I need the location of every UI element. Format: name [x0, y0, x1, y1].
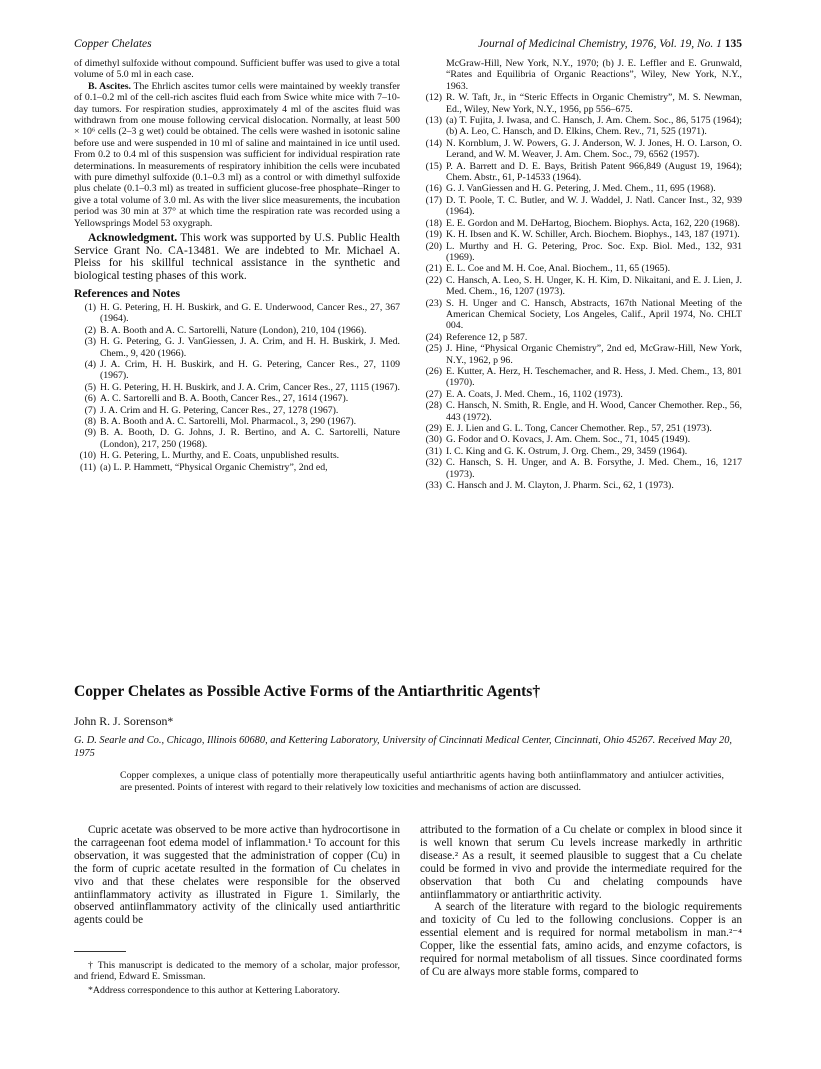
body-paragraph: A search of the literature with regard to the biologic requirements and toxicity of Cu led to the following conclusions. Copper is an essential element and is required for normal metabolism in man.²⁻⁴ Copper, like the essential fats, amino acids, and enzyme cofactors, is required for normal metabolism of all tissues. Since coordinated forms of Cu are always more stable forms, compared to [420, 901, 742, 978]
reference-number: (17) [425, 194, 442, 206]
reference-text: B. A. Booth, D. G. Johns, J. R. Bertino, and A. C. Sartorelli, Nature (London), 217, 250 (1968). [100, 427, 400, 450]
body-paragraph: Cupric acetate was observed to be more active than hydrocortisone in the carrageenan foot edema model of inflammation.¹ To account for this observation, it was suggested that the administration of copper (Cu) in the form of cupric acetate resulted in the formation of Cu chelates in vivo and that these chelates were responsible for the observed antiinflammatory activity as illustrated in Figure 1. Similarly, the observed antiinflammatory activity of the clinically used antiarthritic agents could be [74, 824, 400, 927]
footnote-rule [74, 951, 126, 952]
reference-number: (29) [425, 423, 442, 434]
acknowledgment-heading: Acknowledgment. [88, 231, 178, 245]
reference-item [420, 183, 742, 194]
ascites-text: The Ehrlich ascites tumor cells were maintained by weekly transfer of 0.1–0.2 ml of the cell-rich ascites fluid each from Swice white mice with 7–10-day tumors. For respiration studies, approximately 4 ml of the ascites fluid was withdrawn from one mouse following cervical dislocation. Normally, at least 500 × 10⁶ cells (2–3 g wet) could be obtained. The cells were washed in isotonic saline before use and were suspended in 10 ml of saline and maintained in ice until used. From 0.2 to 0.4 ml of this suspension was sufficient for individual respiration rate determinations. In measurements of respiratory inhibition the cells were incubated with pure dimethyl sulfoxide (0.1–0.3 ml) as a control or with dimethyl sulfoxide plus chelate (0.1–0.3 ml) as treated in sufficient glucose-free phosphate–Ringer to give a total volume of 3.0 ml. As with the liver slice measurements, the incubation period was 30 min at 37° at which time the respiration rate was recorded using a Yellowsprings Model 53 oxygraph. [74, 80, 400, 229]
journal-citation: Journal of Medicinal Chemistry, 1976, Vol. 19, No. 1 [478, 38, 722, 50]
reference-text: S. H. Unger and C. Hansch, Abstracts, 167th National Meeting of the American Chemical Society, Los Angeles, Calif., April 1974, No. CHLT 004. [446, 297, 742, 332]
reference-number: (24) [425, 331, 442, 343]
footnotes [74, 960, 400, 996]
reference-item [420, 457, 742, 480]
reference-item [420, 195, 742, 218]
reference-text: E. L. Coe and M. H. Coe, Anal. Biochem., 11, 65 (1965). [446, 263, 671, 275]
reference-item [420, 434, 742, 445]
reference-number: (26) [425, 365, 442, 377]
reference-number: (23) [425, 297, 442, 309]
reference-number: (6) [84, 393, 96, 405]
references-list-right [420, 92, 742, 491]
reference-number: (14) [425, 137, 442, 149]
reference-item [420, 161, 742, 184]
ascites-heading: B. Ascites. [88, 80, 131, 92]
reference-text: K. H. Ibsen and K. W. Schiller, Arch. Biochem. Biophys., 143, 187 (1971). [446, 229, 740, 241]
ascites-paragraph [74, 81, 400, 229]
references-list-left [74, 302, 400, 473]
reference-number: (30) [425, 434, 442, 446]
reference-number: (1) [84, 301, 96, 313]
article-affiliation: G. D. Searle and Co., Chicago, Illinois 60680, and Kettering Laboratory, University of Cincinnati Medical Center, Cincinnati, Ohio 45267. Received May 20, 1975 [74, 735, 732, 759]
reference-text: J. Hine, “Physical Organic Chemistry”, 2nd ed, McGraw-Hill, New York, N.Y., 1962, p 96. [446, 343, 742, 366]
footnote-correspondence: *Address correspondence to this author at Kettering Laboratory. [88, 984, 340, 996]
reference-number: (12) [425, 92, 442, 104]
reference-text: H. G. Petering, H. H. Buskirk, and J. A. Crim, Cancer Res., 27, 1115 (1967). [100, 381, 400, 393]
running-header-right [446, 38, 742, 50]
reference-text: I. C. King and G. K. Ostrum, J. Org. Chem., 29, 3459 (1964). [446, 445, 688, 457]
reference-number: (15) [425, 160, 442, 172]
reference-number: (33) [425, 480, 442, 492]
reference-item [420, 389, 742, 400]
reference-text: L. Murthy and H. G. Petering, Proc. Soc. Exp. Biol. Med., 132, 931 (1969). [446, 240, 742, 263]
footnote-dedication: † This manuscript is dedicated to the memory of a scholar, major professor, and friend, Edward E. Smissman. [74, 960, 400, 983]
reference-number: (3) [84, 336, 96, 348]
reference-text: A. C. Sartorelli and B. A. Booth, Cancer Res., 27, 1614 (1967). [100, 393, 349, 405]
reference-text: J. A. Crim and H. G. Petering, Cancer Res., 27, 1278 (1967). [100, 404, 339, 416]
reference-text: G. Fodor and O. Kovacs, J. Am. Chem. Soc., 71, 1045 (1949). [446, 434, 691, 446]
reference-number: (2) [84, 324, 96, 336]
reference-item [74, 359, 400, 382]
reference-text: (a) L. P. Hammett, “Physical Organic Chemistry”, 2nd ed, [100, 461, 328, 473]
reference-text: E. A. Coats, J. Med. Chem., 16, 1102 (1973). [446, 388, 623, 400]
reference-item [74, 427, 400, 450]
reference-item [420, 138, 742, 161]
reference-text: R. W. Taft, Jr., in “Steric Effects in Organic Chemistry”, M. S. Newman, Ed., Wiley, New York, N.Y., 1956, pp 556–675. [446, 92, 742, 115]
reference-text: N. Kornblum, J. W. Powers, G. J. Anderson, W. J. Jones, H. O. Larson, O. Lerand, and W. M. Weaver, J. Am. Chem. Soc., 79, 6562 (1957). [446, 137, 742, 161]
reference-text: J. A. Crim, H. H. Buskirk, and H. G. Petering, Cancer Res., 27, 1109 (1967). [100, 358, 400, 382]
article-author: John R. J. Sorenson* [74, 714, 174, 728]
reference-number: (7) [84, 404, 96, 416]
reference-text: P. A. Barrett and D. E. Bays, British Patent 966,849 (August 19, 1964); Chem. Abstr., 61, P-14533 (1964). [446, 160, 742, 184]
article-abstract: Copper complexes, a unique class of potentially more therapeutically useful antiarthritic agents having both antiinflammatory and antiulcer activities, are presented. Points of interest with regard to their relatively low toxicities and mechanisms of action are discussed. [120, 770, 724, 793]
reference-number: (8) [84, 415, 96, 427]
running-header-left: Copper Chelates [74, 38, 152, 50]
reference-number: (27) [425, 388, 442, 400]
reference-text: E. Kutter, A. Herz, H. Teschemacher, and R. Hess, J. Med. Chem., 13, 801 (1970). [446, 365, 742, 389]
reference-item [420, 423, 742, 434]
reference-text: McGraw-Hill, New York, N.Y., 1970; (b) J. E. Leffler and E. Grunwald, “Rates and Equilibria of Organic Reactions”, Wiley, New York, N.Y., 1963. [446, 58, 742, 92]
reference-text: H. G. Petering, G. J. VanGiessen, J. A. Crim, and H. H. Buskirk, J. Med. Chem., 9, 420 (1966). [100, 336, 400, 359]
reference-text: E. J. Lien and G. L. Tong, Cancer Chemother. Rep., 57, 251 (1973). [446, 423, 712, 434]
article-header [74, 683, 742, 793]
reference-item [420, 275, 742, 298]
reference-item [420, 400, 742, 423]
previous-article-right-column [420, 58, 742, 491]
reference-item [420, 218, 742, 229]
reference-number: (11) [80, 461, 96, 473]
reference-number: (20) [425, 240, 442, 252]
reference-number: (9) [84, 427, 96, 439]
acknowledgment-paragraph [74, 232, 400, 282]
reference-number: (13) [425, 115, 442, 127]
reference-text: G. J. VanGiessen and H. G. Petering, J. Med. Chem., 11, 695 (1968). [446, 183, 716, 195]
reference-text: C. Hansch and J. M. Clayton, J. Pharm. Sci., 62, 1 (1973). [446, 480, 674, 492]
reference-item [420, 366, 742, 389]
reference-text: H. G. Petering, H. H. Buskirk, and G. E. Underwood, Cancer Res., 27, 367 (1964). [100, 301, 400, 325]
reference-text: H. G. Petering, L. Murthy, and E. Coats, unpublished results. [100, 450, 340, 462]
methods-paragraph: of dimethyl sulfoxide without compound. Sufficient buffer was used to give a total volume of 5.0 ml in each case. [74, 58, 400, 81]
reference-continuation [420, 58, 742, 92]
reference-item [420, 229, 742, 240]
reference-item [74, 450, 400, 461]
page-number: 135 [724, 38, 742, 50]
reference-number: (25) [425, 343, 442, 355]
reference-item [74, 336, 400, 359]
reference-text: (a) T. Fujita, J. Iwasa, and C. Hansch, J. Am. Chem. Soc., 86, 5175 (1964); (b) A. Leo, C. Hansch, and D. Elkins, Chem. Rev., 71, 525 (1971). [446, 115, 742, 138]
reference-item [420, 298, 742, 332]
reference-number: (5) [84, 381, 96, 393]
acknowledgment-text: This work was supported by U.S. Public Health Service Grant No. CA-13481. We are indebted to Mr. Michael A. Pleiss for his skillful technical assistance in the synthetic and biological testing phases of this work. [74, 232, 400, 282]
reference-number: (16) [425, 183, 442, 195]
reference-item [74, 325, 400, 336]
reference-text: D. T. Poole, T. C. Butler, and W. J. Waddel, J. Natl. Cancer Inst., 32, 939 (1964). [446, 194, 742, 218]
reference-text: B. A. Booth and A. C. Sartorelli, Mol. Pharmacol., 3, 290 (1967). [100, 415, 357, 427]
reference-item [74, 302, 400, 325]
previous-article-left-column [74, 58, 400, 473]
reference-number: (21) [425, 263, 442, 275]
reference-number: (18) [425, 217, 442, 229]
reference-item [420, 480, 742, 491]
reference-number: (31) [425, 445, 442, 457]
article-title: Copper Chelates as Possible Active Forms of the Antiarthritic Agents† [74, 683, 541, 700]
references-heading: References and Notes [74, 287, 181, 301]
reference-number: (32) [425, 457, 442, 469]
reference-item [420, 115, 742, 138]
reference-text: C. Hansch, A. Leo, S. H. Unger, K. H. Kim, D. Nikaitani, and E. J. Lien, J. Med. Chem., 16, 1207 (1973). [446, 274, 742, 298]
reference-number: (22) [425, 274, 442, 286]
reference-item [420, 343, 742, 366]
reference-item [74, 405, 400, 416]
article-body-left [74, 824, 400, 927]
reference-item [420, 446, 742, 457]
reference-item [74, 416, 400, 427]
reference-text: B. A. Booth and A. C. Sartorelli, Nature (London), 210, 104 (1966). [100, 324, 367, 336]
reference-text: C. Hansch, N. Smith, R. Engle, and H. Wood, Cancer Chemother. Rep., 56, 443 (1972). [446, 400, 742, 423]
reference-number: (10) [79, 450, 96, 462]
article-body-right [420, 824, 742, 979]
reference-item [420, 241, 742, 264]
reference-item [74, 393, 400, 404]
reference-number: (19) [425, 229, 442, 241]
reference-item [420, 92, 742, 115]
body-paragraph: attributed to the formation of a Cu chelate or complex in blood since it is well known that serum Cu levels increase markedly in arthritic disease.² As a result, it seemed plausible to suggest that a Cu chelate could be formed in vivo and provide the intermediate required for the observation that both Cu and chelating compounds have antiinflammatory or antiarthritic activity. [420, 824, 742, 901]
reference-text: C. Hansch, S. H. Unger, and A. B. Forsythe, J. Med. Chem., 16, 1217 (1973). [446, 457, 742, 480]
reference-item [74, 382, 400, 393]
reference-item [420, 263, 742, 274]
reference-item [74, 462, 400, 473]
reference-text: Reference 12, p 587. [446, 331, 528, 343]
reference-text: E. E. Gordon and M. DeHartog, Biochem. Biophys. Acta, 162, 220 (1968). [446, 217, 740, 229]
reference-number: (28) [425, 400, 442, 412]
reference-item [420, 332, 742, 343]
reference-number: (4) [84, 358, 96, 370]
